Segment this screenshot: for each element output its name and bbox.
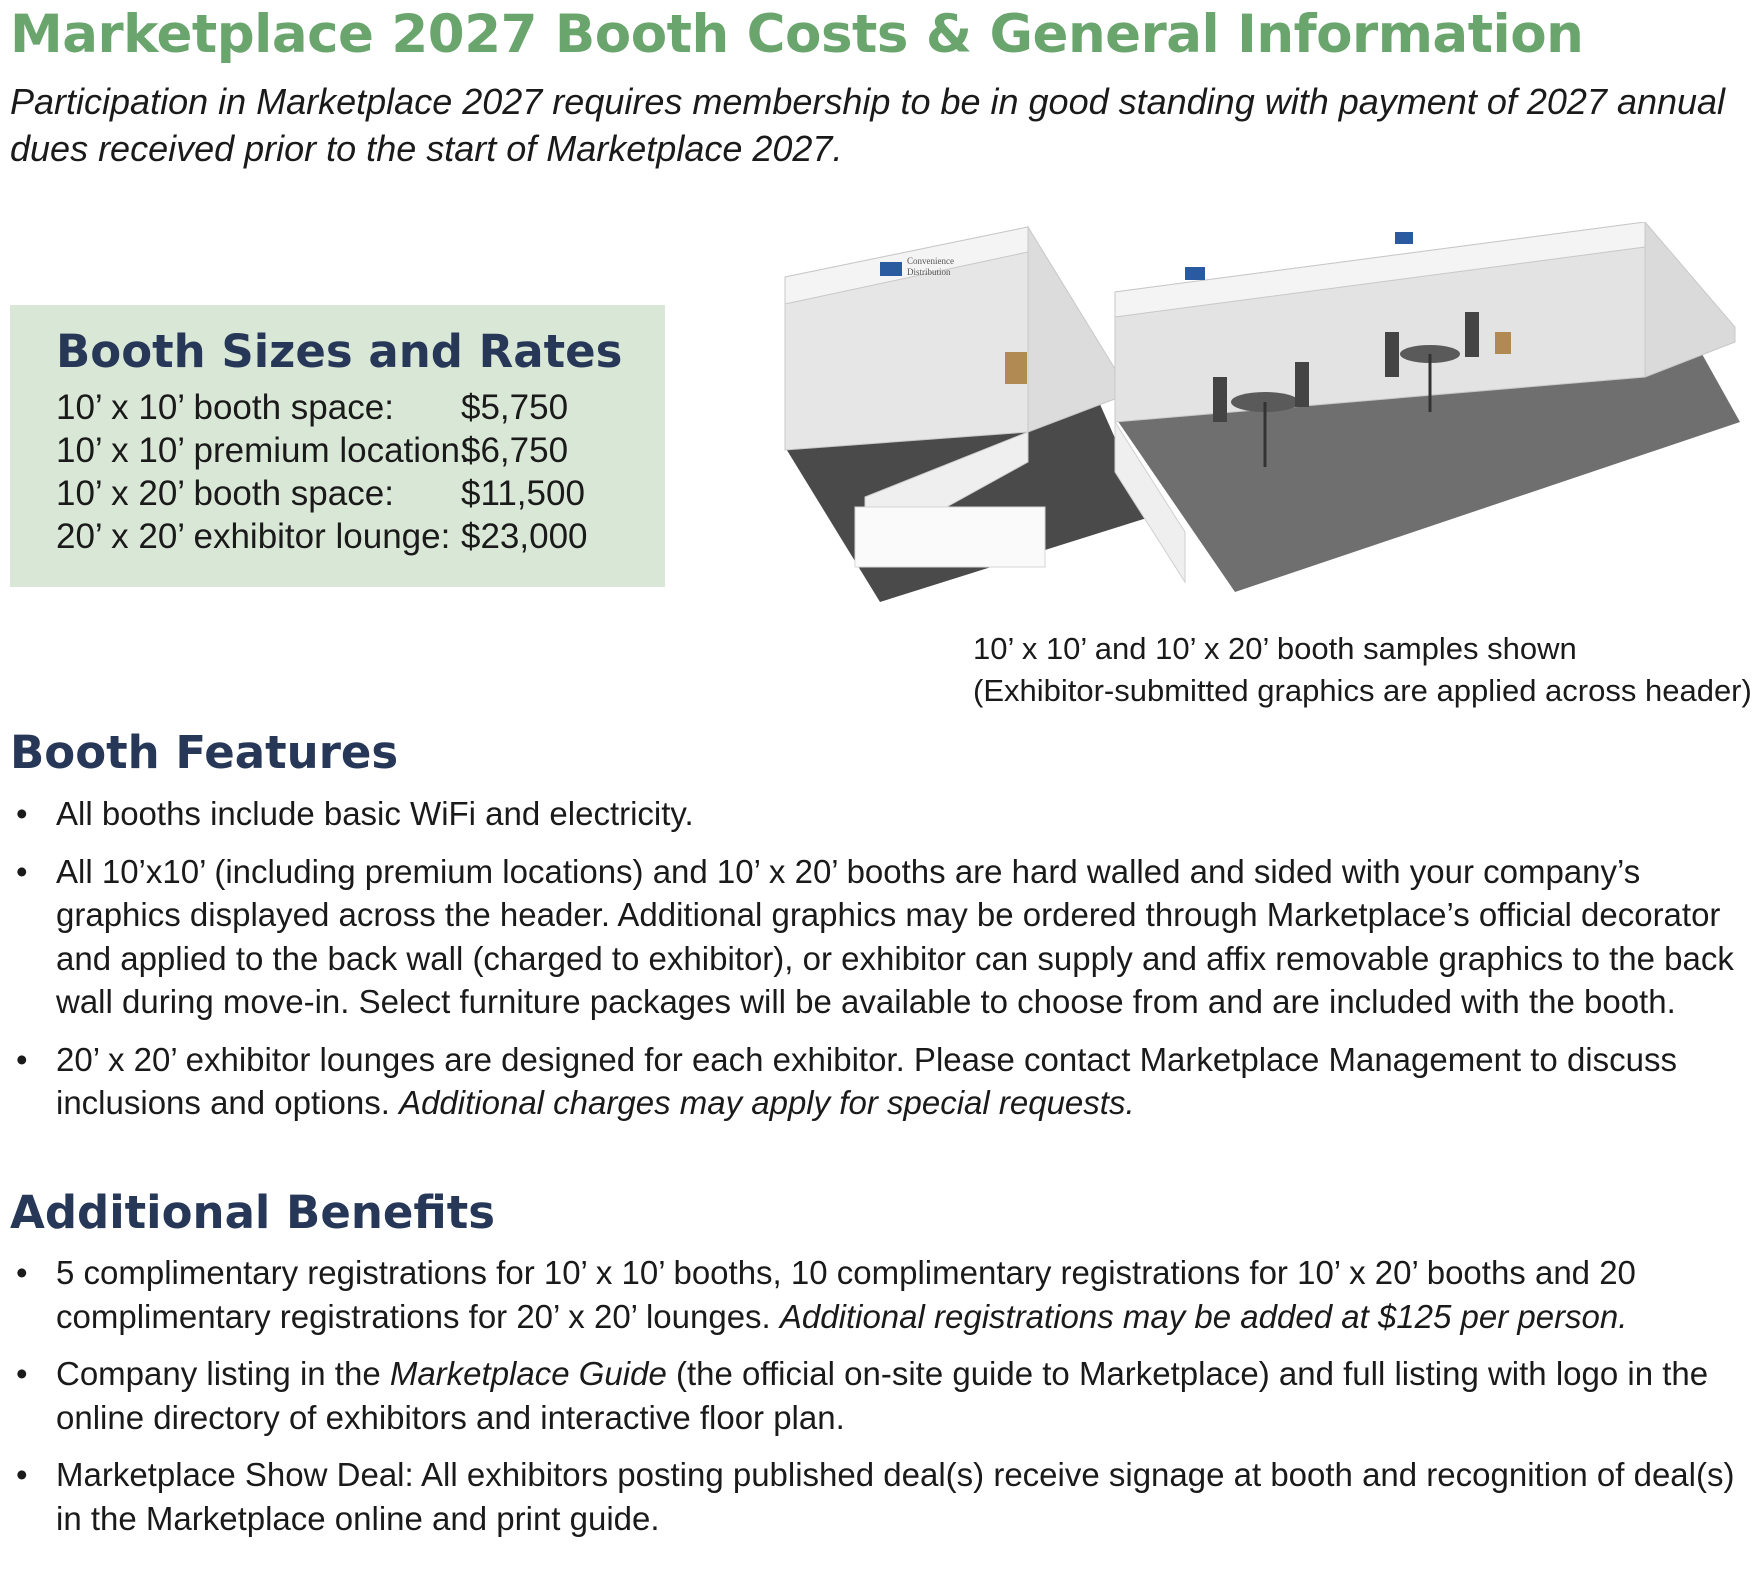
list-item <box>10 1352 1748 1439</box>
item-text: All booths include basic WiFi and electricity. <box>56 795 694 832</box>
rate-label: 20’ x 20’ exhibitor lounge: <box>56 517 451 556</box>
rate-price: $6,750 <box>461 431 569 470</box>
caption-line: 10’ x 10’ and 10’ x 20’ booth samples shown <box>973 631 1577 666</box>
logo-text: Convenience <box>907 256 954 266</box>
booth-rates-panel <box>10 305 665 587</box>
additional-benefits-title: Additional Benefits <box>10 1186 496 1239</box>
item-text: All 10’x10’ (including premium locations) and 10’ x 20’ booths are hard walled and sided with your company’s graphics displayed across the header. Additional graphics may be ordered through Marketplace’s official decorator and applied to the back wall (charged to exhibitor), or exhibitor can supply and affix removable graphics to the back wall during move-in. Select furniture packages will be available to choose from and are included with the booth. <box>56 852 1734 1020</box>
bullet: • <box>16 1355 28 1392</box>
rate-row <box>56 472 665 515</box>
bullet: • <box>16 852 28 890</box>
rate-price: $5,750 <box>461 388 569 427</box>
item-text: (the official on-site guide to Marketplace) and full listing with logo in the online directory of exhibitors and interactive floor plan. <box>56 1355 1709 1436</box>
benefits-list <box>10 1251 1748 1554</box>
image-caption <box>973 628 1752 712</box>
item-italic-text: Additional registrations may be added at $125 per person. <box>779 1297 1628 1335</box>
item-text: Company listing in the <box>56 1355 390 1392</box>
guide-name: Marketplace Guide <box>389 1355 667 1392</box>
intro-text: Participation in Marketplace 2027 requires membership to be in good standing with payment of 2027 annual dues received prior to the start of Marketplace 2027. <box>10 81 1726 169</box>
list-item <box>10 792 1748 836</box>
rate-row <box>56 386 665 429</box>
booth-10x20-image <box>1115 222 1740 592</box>
item-italic-text: Additional charges may apply for special requests. <box>399 1084 1135 1121</box>
rate-row <box>56 429 665 472</box>
list-item <box>10 1251 1748 1338</box>
booth-10x10-image <box>785 227 1150 602</box>
rate-price: $11,500 <box>461 474 585 513</box>
rate-label: 10’ x 20’ booth space: <box>56 474 394 513</box>
bullet: • <box>16 1040 28 1078</box>
rate-row <box>56 515 665 558</box>
booth-features-title: Booth Features <box>10 726 399 779</box>
item-text: Marketplace Show Deal: All exhibitors posting published deal(s) receive signage at booth and recognition of deal(s) in the Marketplace online and print guide. <box>56 1456 1735 1537</box>
caption-line: (Exhibitor-submitted graphics are applied across header) <box>973 673 1752 708</box>
rates-title: Booth Sizes and Rates <box>56 325 623 378</box>
bullet: • <box>16 1456 28 1493</box>
list-item <box>10 1038 1748 1125</box>
list-item <box>10 850 1748 1024</box>
item-text: 5 complimentary registrations for 10’ x 10’ booths, 10 complimentary registrations for 10’ x 20’ booths and 20 complimentary registrations for 20’ x 20’ lounges. <box>56 1254 1636 1335</box>
logo-text: Distribution <box>907 267 951 277</box>
item-text: 20’ x 20’ exhibitor lounges are designed for each exhibitor. Please contact Marketplace Management to discuss inclusions and options. <box>56 1040 1677 1121</box>
bullet: • <box>16 795 28 832</box>
rate-label: 10’ x 10’ booth space: <box>56 388 394 427</box>
list-item <box>10 1453 1748 1540</box>
features-list <box>10 792 1748 1139</box>
bullet: • <box>16 1254 28 1291</box>
page-title: Marketplace 2027 Booth Costs & General Information <box>10 4 1584 65</box>
rate-price: $23,000 <box>461 517 588 556</box>
booth-sample-images <box>775 222 1745 607</box>
rate-label: 10’ x 10’ premium location: <box>56 431 470 470</box>
